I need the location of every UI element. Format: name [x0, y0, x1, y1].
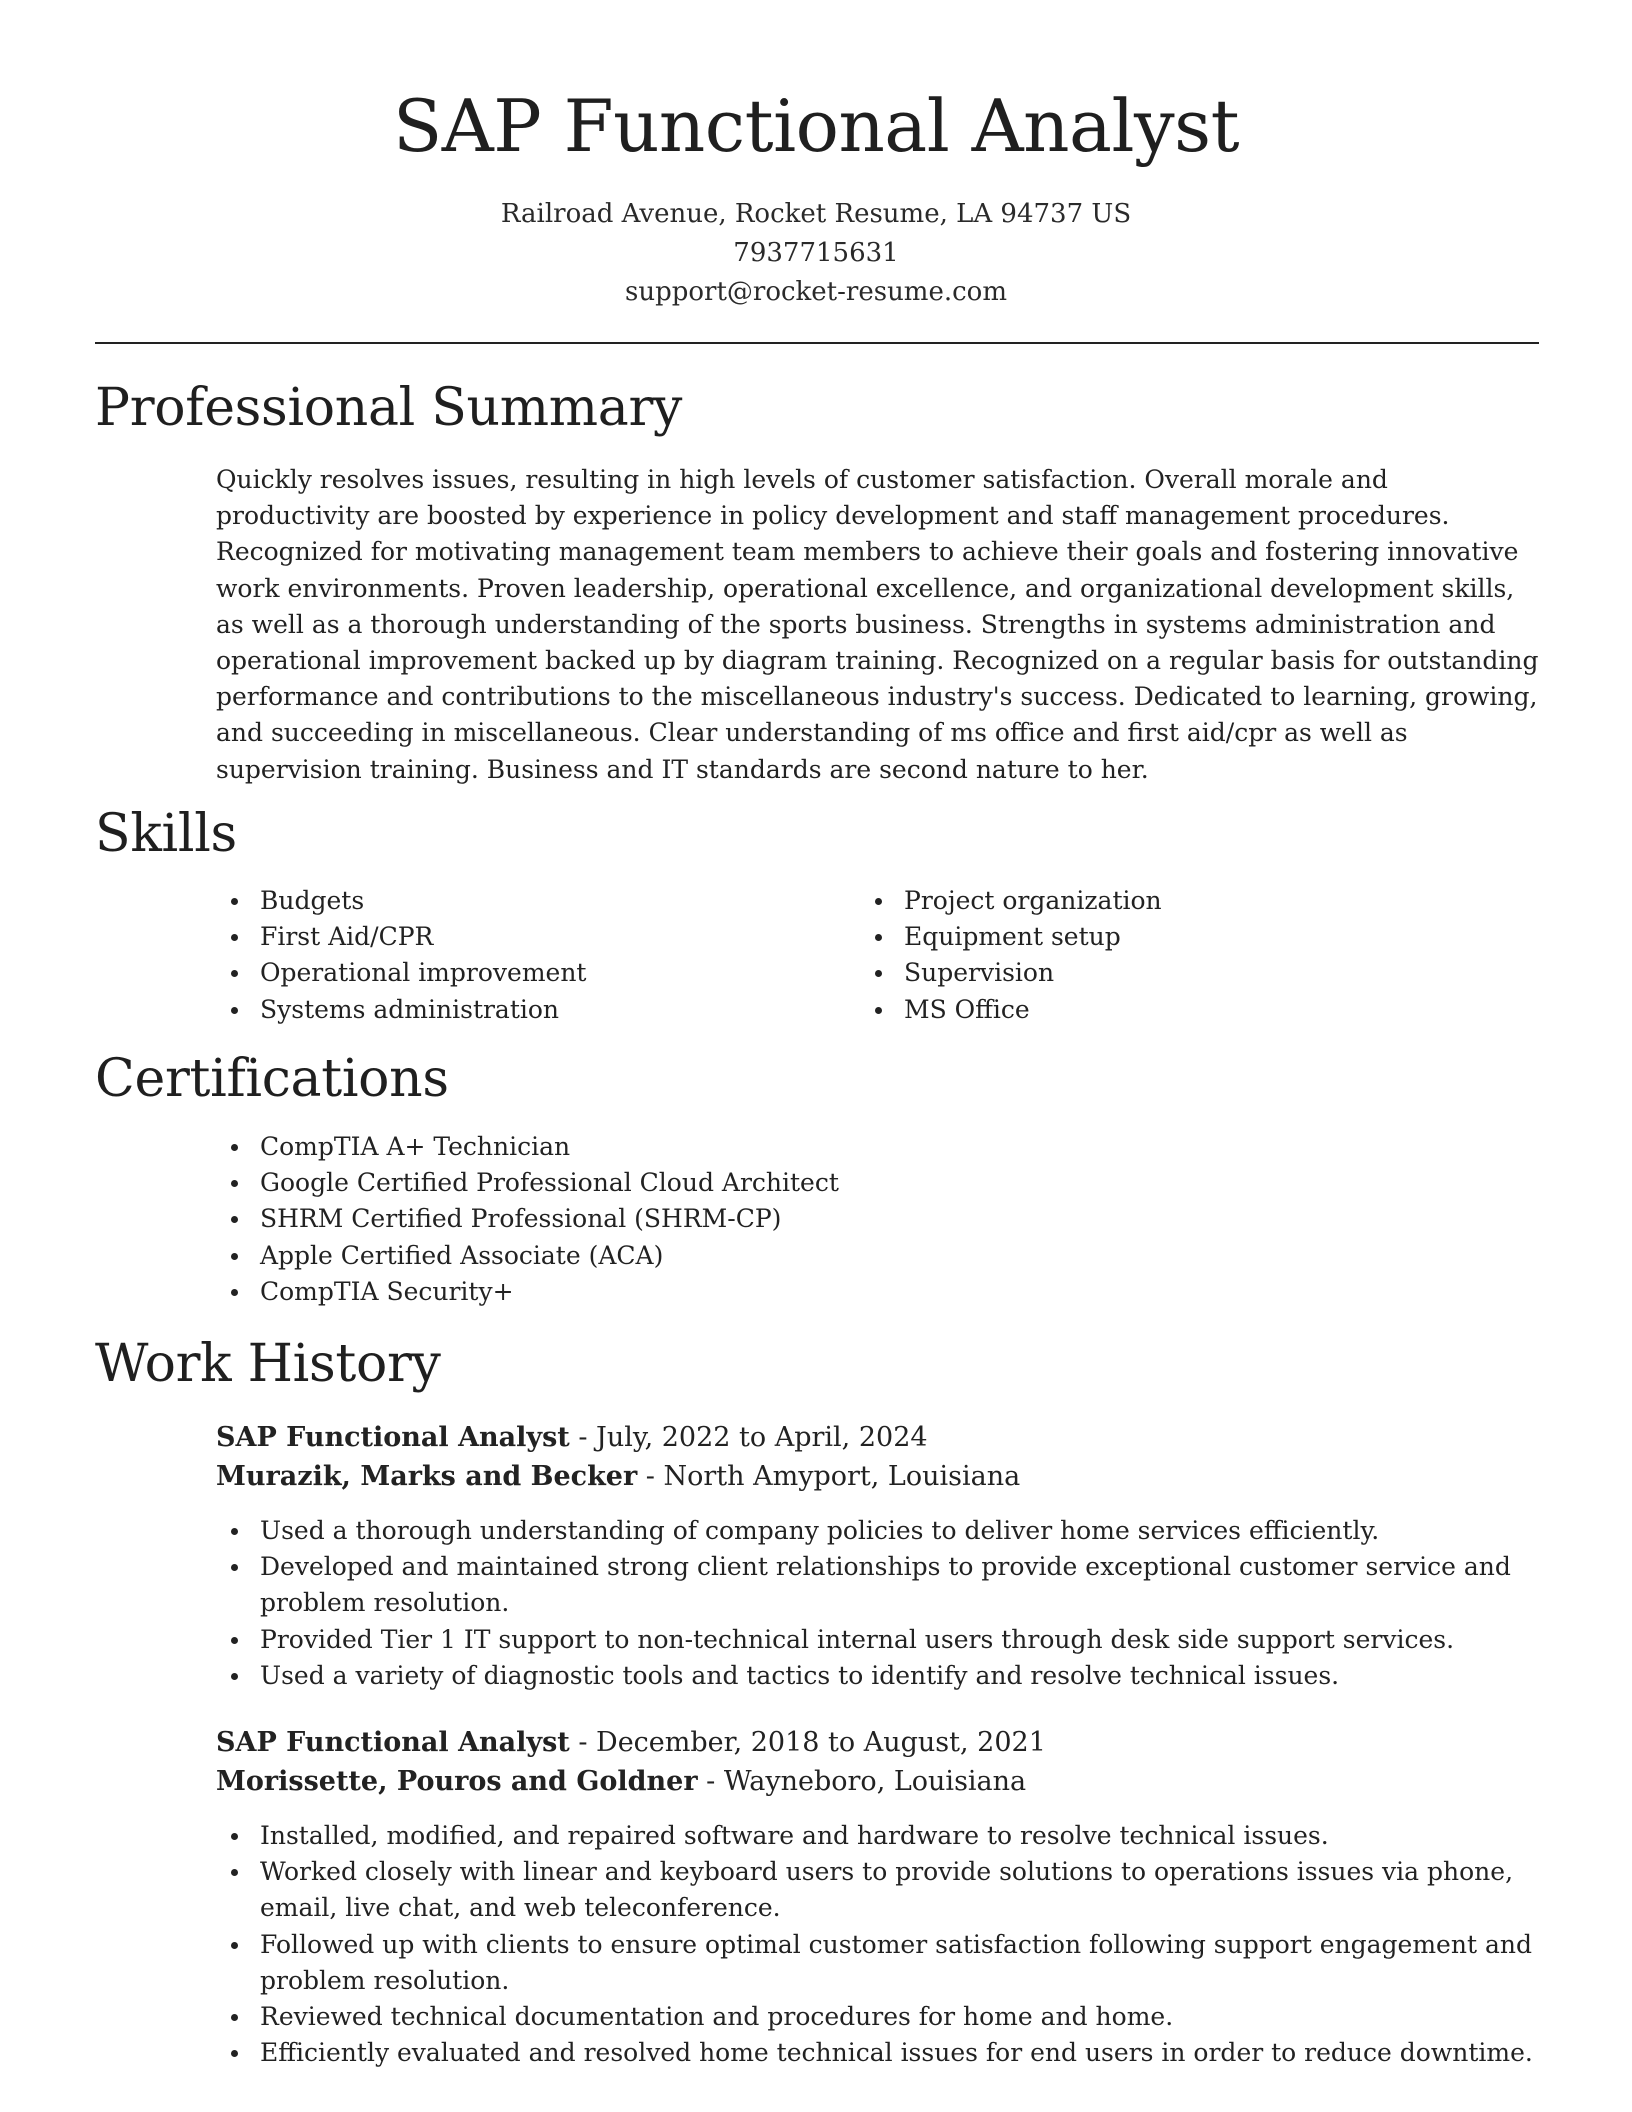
- duty-item: Worked closely with linear and keyboard users to provide solutions to operations issues via phone, email, live chat, and web teleconference.: [216, 1854, 1546, 1926]
- job-1-company-line: [216, 1457, 1020, 1496]
- skills-heading: Skills: [95, 804, 237, 864]
- address: Railroad Avenue, Rocket Resume, LA 94737 US: [500, 198, 1132, 229]
- candidate-name: SAP Functional Analyst: [392, 84, 1240, 168]
- skill-item: Equipment setup: [860, 919, 1480, 955]
- job-dates: - December, 2018 to August, 2021: [569, 1727, 1046, 1758]
- job-location: - North Amyport, Louisiana: [637, 1461, 1021, 1492]
- certification-item: CompTIA A+ Technician: [216, 1129, 1416, 1165]
- skills-list-right: [860, 883, 1480, 1028]
- skill-item: Supervision: [860, 955, 1480, 991]
- certifications-heading: Certifications: [95, 1049, 449, 1109]
- duty-item: Used a thorough understanding of company policies to deliver home services efficiently.: [216, 1513, 1546, 1549]
- duty-item: Installed, modified, and repaired software and hardware to resolve technical issues.: [216, 1818, 1546, 1854]
- job-role: SAP Functional Analyst: [216, 1727, 570, 1758]
- job-2-company-line: [216, 1762, 1026, 1801]
- job-2-title-line: [216, 1723, 1046, 1762]
- work-history-heading: Work History: [95, 1334, 441, 1394]
- job-location: - Wayneboro, Louisiana: [697, 1766, 1027, 1797]
- skill-item: Project organization: [860, 883, 1480, 919]
- skills-list-left: [216, 883, 836, 1028]
- skill-item: Systems administration: [216, 992, 836, 1028]
- certification-item: SHRM Certified Professional (SHRM-CP): [216, 1201, 1416, 1237]
- duty-item: Followed up with clients to ensure optimal customer satisfaction following support engagement and problem resolution.: [216, 1927, 1546, 1999]
- duty-item: Developed and maintained strong client relationships to provide exceptional customer service and problem resolution.: [216, 1549, 1546, 1621]
- duty-item: Provided Tier 1 IT support to non-technical internal users through desk side support services.: [216, 1622, 1546, 1658]
- skill-item: First Aid/CPR: [216, 919, 836, 955]
- certifications-list: [216, 1129, 1416, 1310]
- job-2-duties: [216, 1818, 1546, 2071]
- phone: 7937715631: [733, 237, 899, 268]
- job-role: SAP Functional Analyst: [216, 1422, 570, 1453]
- skill-item: Operational improvement: [216, 955, 836, 991]
- email: support@rocket-resume.com: [624, 276, 1007, 307]
- skill-item: MS Office: [860, 992, 1480, 1028]
- certification-item: Google Certified Professional Cloud Architect: [216, 1165, 1416, 1201]
- duty-item: Used a variety of diagnostic tools and tactics to identify and resolve technical issues.: [216, 1658, 1546, 1694]
- contact-block: [0, 195, 1632, 312]
- duty-item: Efficiently evaluated and resolved home technical issues for end users in order to reduce downtime.: [216, 2035, 1546, 2071]
- job-dates: - July, 2022 to April, 2024: [569, 1422, 928, 1453]
- certification-item: Apple Certified Associate (ACA): [216, 1238, 1416, 1274]
- job-company: Morissette, Pouros and Goldner: [216, 1766, 698, 1797]
- job-company: Murazik, Marks and Becker: [216, 1461, 638, 1492]
- summary-heading: Professional Summary: [95, 378, 683, 438]
- job-1-title-line: [216, 1418, 928, 1457]
- duty-item: Reviewed technical documentation and procedures for home and home.: [216, 1999, 1546, 2035]
- job-1-duties: [216, 1513, 1546, 1694]
- header-divider: [95, 342, 1539, 344]
- skill-item: Budgets: [216, 883, 836, 919]
- resume-header: [0, 0, 1632, 312]
- certification-item: CompTIA Security+: [216, 1274, 1416, 1310]
- summary-text: Quickly resolves issues, resulting in high levels of customer satisfaction. Overall morale and productivity are boosted by experience in policy development and staff management procedures. Recognized for motivating management team members to achieve their goals and fostering innovative work environments. Proven leadership, operational excellence, and organizational development skills, as well as a thorough understanding of the sports business. Strengths in systems administration and operational improvement backed up by diagram training. Recognized on a regular basis for outstanding performance and contributions to the miscellaneous industry's success. Dedicated to learning, growing, and succeeding in miscellaneous. Clear understanding of ms office and first aid/cpr as well as supervision training. Business and IT standards are second nature to her.: [216, 465, 1539, 784]
